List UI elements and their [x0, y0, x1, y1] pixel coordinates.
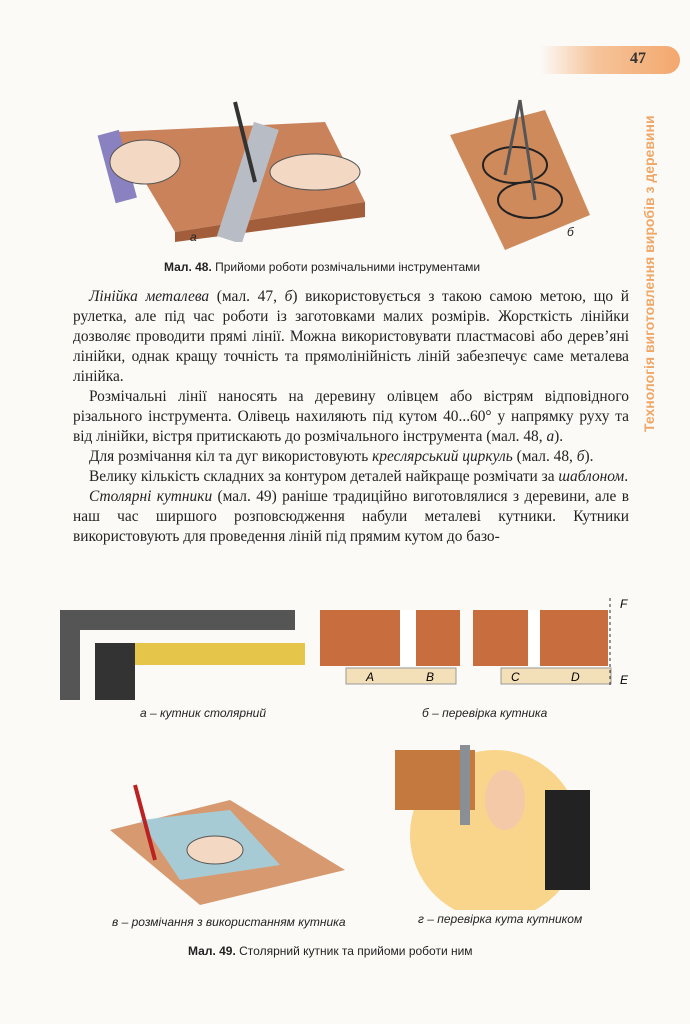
letter-e: E [620, 673, 629, 687]
text-run: Велику кількість складних за контуром деталей найкраще розмічати за [89, 468, 559, 485]
fig48-label-a: а [190, 230, 197, 244]
paragraph [73, 287, 629, 387]
angle-check-image [385, 740, 605, 910]
fig49-sub-d: г – перевірка кута кутником [418, 912, 583, 926]
text-run: креслярський циркуль [372, 448, 513, 465]
letter-a: A [366, 670, 375, 684]
text-run: Лінійка металева [89, 288, 210, 305]
fig48-caption: Мал. 48. Прийоми роботи розмічальними інструментами [164, 260, 481, 274]
text-run: . [624, 468, 629, 485]
text-run: (мал. 48, [512, 448, 577, 465]
page-number: 47 [630, 50, 646, 67]
body-text [73, 287, 629, 547]
text-run: а [546, 428, 555, 445]
text-run: Для розмічання кіл та дуг використовують [89, 448, 373, 465]
text-run: Розмічальні лінії наносять на деревину олівцем або вістрям відповідного різального інструмента. Олівець нахиляють під кутом 40...60° у напрямку руху та від лінійки, вістря притискають до розмічального інструмента (мал. 48, [73, 388, 629, 445]
paragraph [73, 447, 629, 467]
text-run: б [284, 288, 293, 305]
letter-c: C [511, 670, 520, 684]
fig49-sub-b: б – перевірка кутника [422, 706, 548, 720]
marking-with-pencil-image [85, 92, 385, 242]
square-check-image [318, 596, 638, 688]
fig49-sub-a: а – кутник столярний [140, 706, 267, 720]
text-run: ) використовується з такою самою метою, що й рулетка, але під час роботи із заготовками малих розмірів. Жорсткість лінійки дозволяє проводити прямі лінії. Можна використовувати пластмасові або дерев’яні лінійки, однак кращу точність та прямолінійність ліній забезпечує саме металева лінійка. [73, 288, 629, 385]
text-run: Столярні кутники [89, 488, 213, 505]
text-run: (мал. 49) раніше традиційно виготовлялися з деревини, але в наш час ширшого розповсюдження набули металеві кутники. Кутники використовують для проведення ліній під прямим кутом до базо- [73, 488, 630, 545]
text-run: ). [584, 448, 594, 465]
paragraph [73, 487, 629, 547]
paragraph [73, 467, 629, 487]
text-run: (мал. 47, [209, 288, 285, 305]
page-number-tab [540, 46, 680, 74]
section-side-title: Технологія виготовлення виробів з деревини [641, 115, 657, 432]
letter-f: F [620, 597, 628, 611]
fig48-label-b: б [567, 225, 574, 239]
text-run: б [576, 448, 585, 465]
fig49-sub-c: в – розмічання з використанням кутника [112, 915, 346, 929]
carpenter-square-image [60, 608, 305, 703]
fig49-caption: Мал. 49. Столярний кутник та прийоми роботи ним [188, 944, 473, 958]
letter-d: D [571, 670, 580, 684]
text-run: шаблоном [558, 468, 625, 485]
letter-b: B [426, 670, 435, 684]
paragraph [73, 387, 629, 447]
text-run: ). [554, 428, 564, 445]
marking-with-square-image [80, 770, 350, 910]
